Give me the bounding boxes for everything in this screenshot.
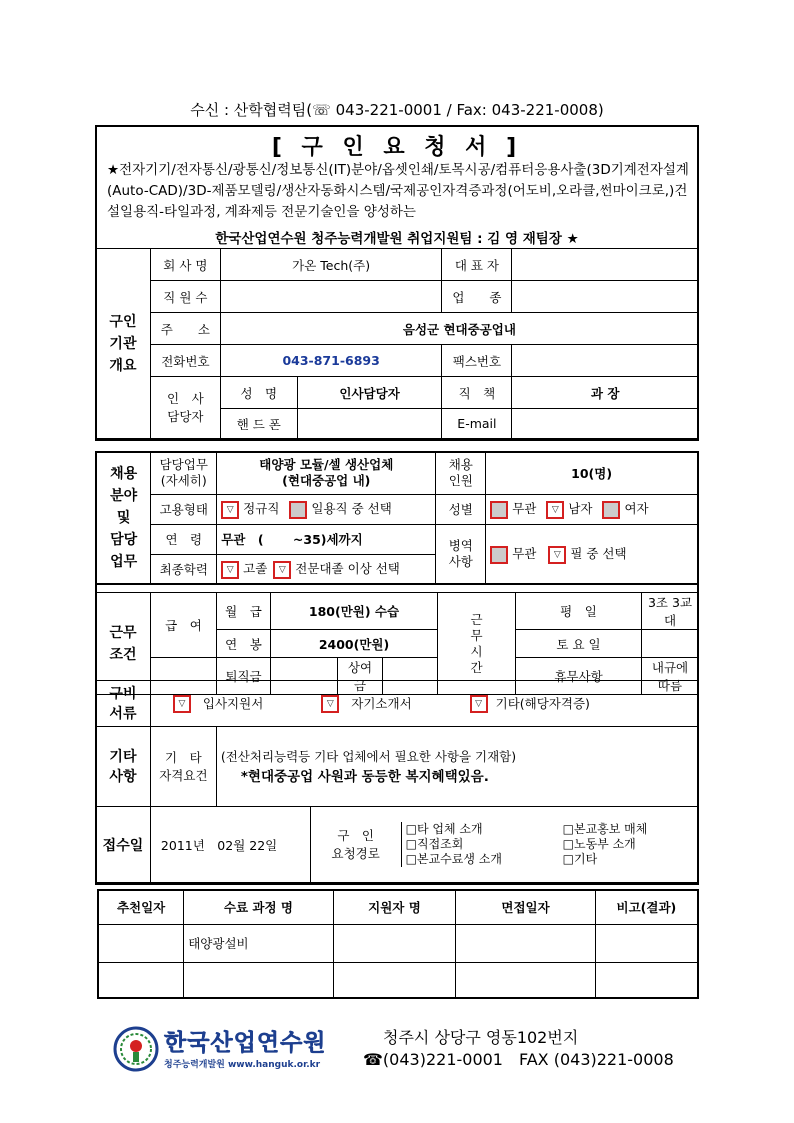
edu-label: 최종학력 — [151, 554, 217, 584]
route-label: 구 인 요청경로 — [311, 822, 402, 867]
work-section-label: 근무 조건 — [96, 593, 151, 695]
edu-high-checkbox[interactable]: ▽ — [221, 561, 239, 579]
gender-female-checkbox[interactable] — [602, 501, 620, 519]
phone-value: 043-871-6893 — [220, 345, 442, 377]
edu-high-label: 고졸 — [243, 561, 268, 576]
pay-label: 급 여 — [151, 593, 217, 658]
route-direct[interactable]: □직접조회 — [405, 837, 464, 851]
mobile-value — [297, 409, 442, 439]
weekday-label: 평 일 — [516, 593, 642, 630]
table-cell — [98, 924, 184, 962]
intro-text: ★전자기기/전자통신/광통신/정보통신(IT)분야/옵셋인쇄/토목시공/컴퓨터응용사출(3D기계전자설계(Auto-CAD)/3D-제품모델링/생산자동화시스템/국제공인자격증과정(어도비,오라클,썬마이크로,)건설일용직-타일과정, 계좌제등 전문기술인을 양성하는 — [107, 162, 689, 220]
gender-label: 성별 — [436, 494, 486, 524]
institute-logo — [112, 1024, 332, 1074]
fax-label: 팩스번호 — [442, 345, 512, 377]
severance-label: 퇴직금 — [217, 658, 271, 695]
table-cell — [456, 962, 596, 998]
military-any-checkbox[interactable] — [490, 546, 508, 564]
holiday-value: 내규에 따름 — [642, 658, 699, 695]
table-row — [98, 924, 698, 962]
position-label: 직 책 — [442, 377, 512, 409]
monthly-value: 180(만원) 수습 — [271, 593, 438, 630]
org-section-label: 구인 기관 개요 — [96, 249, 151, 439]
footer-address: 청주시 상당구 영동102번지 — [383, 1028, 579, 1047]
doc-application-checkbox[interactable]: ▽ — [173, 695, 191, 713]
route-promo[interactable]: □본교홍보 매체 — [562, 822, 648, 836]
industry-label: 업 종 — [442, 281, 512, 313]
referral-header: 수료 과정 명 — [184, 890, 333, 924]
docs-etc-table — [95, 680, 699, 883]
referral-header: 추천일자 — [98, 890, 184, 924]
name-label: 성 명 — [220, 377, 297, 409]
recruit-section-label: 채용 분야 및 담당 업무 — [96, 452, 151, 584]
doc-etc-checkbox[interactable]: ▽ — [470, 695, 488, 713]
age-value: 무관 ( ~35)세까지 — [217, 524, 436, 554]
saturday-label: 토 요 일 — [516, 630, 642, 658]
phone-label: 전화번호 — [150, 345, 220, 377]
docs-section-label: 구비 서류 — [96, 681, 151, 727]
industry-value — [512, 281, 699, 313]
table-cell — [456, 924, 596, 962]
address-label: 주 소 — [150, 313, 220, 345]
gender-female-label: 여자 — [624, 501, 649, 517]
saturday-value — [642, 630, 699, 658]
mobile-label: 핸 드 폰 — [220, 409, 297, 439]
gender-male-checkbox[interactable]: ▽ — [546, 501, 564, 519]
table-cell — [333, 962, 456, 998]
weekday-value: 3조 3교대 — [642, 593, 699, 630]
doc-application-label: 입사지원서 — [202, 695, 264, 711]
holiday-label: 휴무사항 — [516, 658, 642, 695]
doc-etc-label: 기타(해당자격증) — [495, 695, 590, 711]
etc-section-label: 기타 사항 — [96, 727, 151, 807]
route-other-company[interactable]: □타 업체 소개 — [405, 822, 483, 836]
age-label: 연 령 — [151, 524, 217, 554]
military-done-label: 필 중 선택 — [570, 546, 627, 561]
route-labor[interactable]: □노동부 소개 — [562, 837, 636, 851]
military-label: 병역 사항 — [436, 524, 486, 584]
table-cell — [184, 962, 333, 998]
recruit-table — [95, 451, 699, 585]
edu-college-checkbox[interactable]: ▽ — [273, 561, 291, 579]
regular-label: 정규직 — [243, 501, 280, 517]
logo-subtext: 청주능력개발원 www.hanguk.or.kr — [164, 1060, 321, 1070]
military-done-checkbox[interactable]: ▽ — [548, 546, 566, 564]
route-etc[interactable]: □기타 — [562, 852, 598, 866]
etc-benefit: *현대중공업 사원과 동등한 복지혜택있음. — [240, 768, 489, 785]
company-info-table — [95, 248, 699, 439]
ceo-value — [512, 249, 699, 281]
table-row — [98, 962, 698, 998]
doc-intro-checkbox[interactable]: ▽ — [321, 695, 339, 713]
position-value: 과 장 — [512, 377, 699, 409]
staff-value — [220, 281, 442, 313]
etc-note: (전산처리능력등 기타 업체에서 필요한 사항을 기재함) — [220, 748, 517, 764]
duty-label: 담당업무 (자세히) — [151, 452, 217, 494]
edu-college-label: 전문대졸 이상 선택 — [295, 561, 400, 576]
count-label: 채용 인원 — [436, 452, 486, 494]
type-label: 고용형태 — [151, 494, 217, 524]
email-value — [512, 409, 699, 439]
recipient-header: 수신 : 산학협력팀(☏ 043-221-0001 / Fax: 043-221-0008) — [190, 101, 604, 119]
footer-tel: ☎(043)221-0001 FAX (043)221-0008 — [363, 1050, 674, 1069]
annual-label: 연 봉 — [217, 630, 271, 658]
name-value: 인사담당자 — [297, 377, 442, 409]
receipt-date-value: 2011년 02월 22일 — [150, 807, 310, 883]
referral-table — [97, 889, 699, 999]
referral-header: 비고(결과) — [595, 890, 698, 924]
gender-any-checkbox[interactable] — [490, 501, 508, 519]
gender-male-label: 남자 — [568, 501, 593, 517]
referral-header-row — [98, 890, 698, 924]
military-any-label: 무관 — [512, 546, 537, 561]
table-cell: 태양광설비 — [184, 924, 333, 962]
intro-footer: 한국산업연수원 청주능력개발원 취업지원팀 : 김 영 재팀장 ★ — [215, 231, 579, 247]
referral-header: 면접일자 — [456, 890, 596, 924]
receipt-date-label: 접수일 — [96, 807, 151, 883]
table-cell — [595, 924, 698, 962]
staff-label: 직 원 수 — [150, 281, 220, 313]
hours-label: 근 무 시 간 — [438, 593, 516, 695]
doc-intro-label: 자기소개서 — [351, 695, 412, 711]
route-graduate[interactable]: □본교수료생 소개 — [405, 852, 502, 866]
logo-text: 한국산업연수원 — [164, 1030, 327, 1056]
email-label: E-mail — [442, 409, 512, 439]
table-cell — [595, 962, 698, 998]
company-value: 가온 Tech(주) — [220, 249, 442, 281]
daily-label: 일용직 중 선택 — [311, 501, 392, 517]
regular-checkbox[interactable]: ▽ — [221, 501, 239, 519]
fax-value — [512, 345, 699, 377]
annual-value: 2400(만원) — [271, 630, 438, 658]
ceo-label: 대 표 자 — [442, 249, 512, 281]
company-label: 회 사 명 — [150, 249, 220, 281]
form-title: [ 구 인 요 청 서 ] — [271, 135, 523, 160]
etc-label: 기 타 자격요건 — [150, 727, 216, 807]
table-cell — [98, 962, 184, 998]
referral-header: 지원자 명 — [333, 890, 456, 924]
table-cell — [333, 924, 456, 962]
daily-checkbox[interactable] — [289, 501, 307, 519]
hr-label: 인 사 담당자 — [150, 377, 220, 439]
count-value: 10(명) — [486, 452, 698, 494]
monthly-label: 월 급 — [217, 593, 271, 630]
bonus-label: 상여금 — [338, 658, 383, 695]
address-value: 음성군 현대중공업내 — [220, 313, 698, 345]
gender-any-label: 무관 — [512, 501, 537, 517]
duty-value: 태양광 모듈/셀 생산업체 (현대중공업 내) — [217, 452, 436, 494]
